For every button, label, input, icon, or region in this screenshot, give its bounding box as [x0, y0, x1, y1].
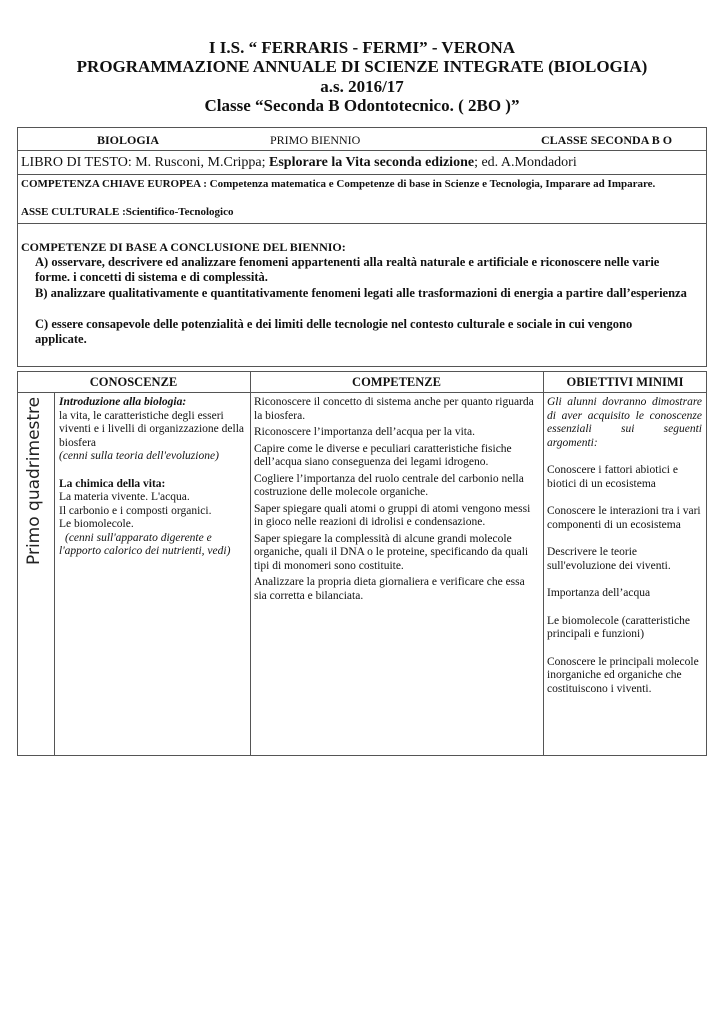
- competenza-chiave: COMPETENZA CHIAVE EUROPEA : Competenza matematica e Competenze di base in Scienze e Tecnologia, Imparare ad Imparare.: [21, 178, 656, 190]
- header-obiettivi: OBIETTIVI MINIMI: [566, 375, 684, 389]
- competenza-b: B) analizzare qualitativamente e quantitativamente fenomeni legati alle trasformazioni di energia a partire dall’esperienza: [35, 286, 687, 300]
- side-label-quadrimestre: Primo quadrimestre: [24, 396, 44, 565]
- asse-culturale: ASSE CULTURALE :Scientifico-Tecnologico: [21, 206, 234, 218]
- competenze-cell: [254, 396, 540, 603]
- header-class: Classe “Seconda B Odontotecnico. ( 2BO )”: [204, 96, 520, 115]
- header-year: a.s. 2016/17: [320, 77, 404, 96]
- competenza-item: Saper spiegare quali atomi o gruppi di atomi vengono messi in gioco nelle reazioni di idrolisi e condensazione.: [254, 502, 531, 528]
- competenza-item: Capire come le diverse e peculiari caratteristiche fisiche dell’acqua siano conseguenza dei legami idrogeno.: [254, 442, 512, 468]
- subject-label: BIOLOGIA: [97, 133, 160, 147]
- header-school: I I.S. “ FERRARIS - FERMI” - VERONA: [208, 38, 516, 57]
- competenza-item: Analizzare la propria dieta giornaliera e verificare che essa sia corretta e bilanciata.: [254, 576, 525, 602]
- competenza-item: Cogliere l’importanza del ruolo centrale del carbonio nella costruzione delle molecole organiche.: [254, 472, 524, 498]
- obiettivo-item: Conoscere le interazioni tra i vari componenti di un ecosistema: [547, 505, 701, 531]
- obiettivi-intro: Gli alunni dovranno dimostrare di aver acquisito le conoscenze essenziali sui seguenti argomenti:: [547, 396, 702, 449]
- textbook-title: Esplorare la Vita seconda edizione: [269, 155, 475, 170]
- period-label: PRIMO BIENNIO: [270, 133, 361, 147]
- competenze-base-title: COMPETENZE DI BASE A CONCLUSIONE DEL BIENNIO:: [21, 240, 346, 254]
- header-competenze: COMPETENZE: [352, 375, 441, 389]
- obiettivo-item: Le biomolecole (caratteristiche principali e funzioni): [547, 614, 691, 640]
- competenza-a: A) osservare, descrivere ed analizzare fenomeni appartenenti alla realtà naturale e artificiale e riconoscere nelle varie forme. i concetti di sistema e di complessità.: [35, 255, 660, 284]
- competenza-item: Saper spiegare la complessità di alcune grandi molecole organiche, quali il DNA o le proteine, specificando da quali tipi di monomeri sono costituite.: [254, 532, 529, 572]
- competenza-c: C) essere consapevole delle potenzialità e dei limiti delle tecnologie nel contesto culturale e sociale in cui vengono applicate.: [35, 317, 633, 346]
- conoscenze-cell: Introduzione alla biologia: la vita, le caratteristiche degli esseri viventi e i livelli di organizzazione della biosfera (cenni sulla teoria dell'evoluzione) La chimica della vita: La materia vivente. L'acqua. Il carbonio e i composti organici. Le biomolecole. (cenni sull'apparato digerente e l'apporto calorico dei nutrienti, vedi): [59, 396, 244, 557]
- class-label: CLASSE SECONDA B O: [541, 133, 673, 147]
- obiettivo-item: Importanza dell’acqua: [547, 587, 651, 599]
- header-program: PROGRAMMAZIONE ANNUALE DI SCIENZE INTEGRATE (BIOLOGIA): [76, 57, 648, 76]
- competenza-item: Riconoscere il concetto di sistema anche per quanto riguarda la biosfera.: [254, 396, 534, 422]
- obiettivo-item: Conoscere le principali molecole inorganiche ed organiche che costituiscono i viventi.: [547, 655, 699, 695]
- obiettivi-cell: [547, 396, 702, 696]
- textbook-line: LIBRO DI TESTO: M. Rusconi, M.Crippa; Esplorare la Vita seconda edizione; ed. A.Mondadori: [21, 155, 577, 170]
- obiettivo-item: Conoscere i fattori abiotici e biotici di un ecosistema: [547, 464, 678, 490]
- header-conoscenze: CONOSCENZE: [89, 375, 178, 389]
- obiettivo-item: Descrivere le teorie sull'evoluzione dei viventi.: [547, 546, 671, 572]
- competenza-item: Riconoscere l’importanza dell’acqua per la vita.: [254, 426, 475, 438]
